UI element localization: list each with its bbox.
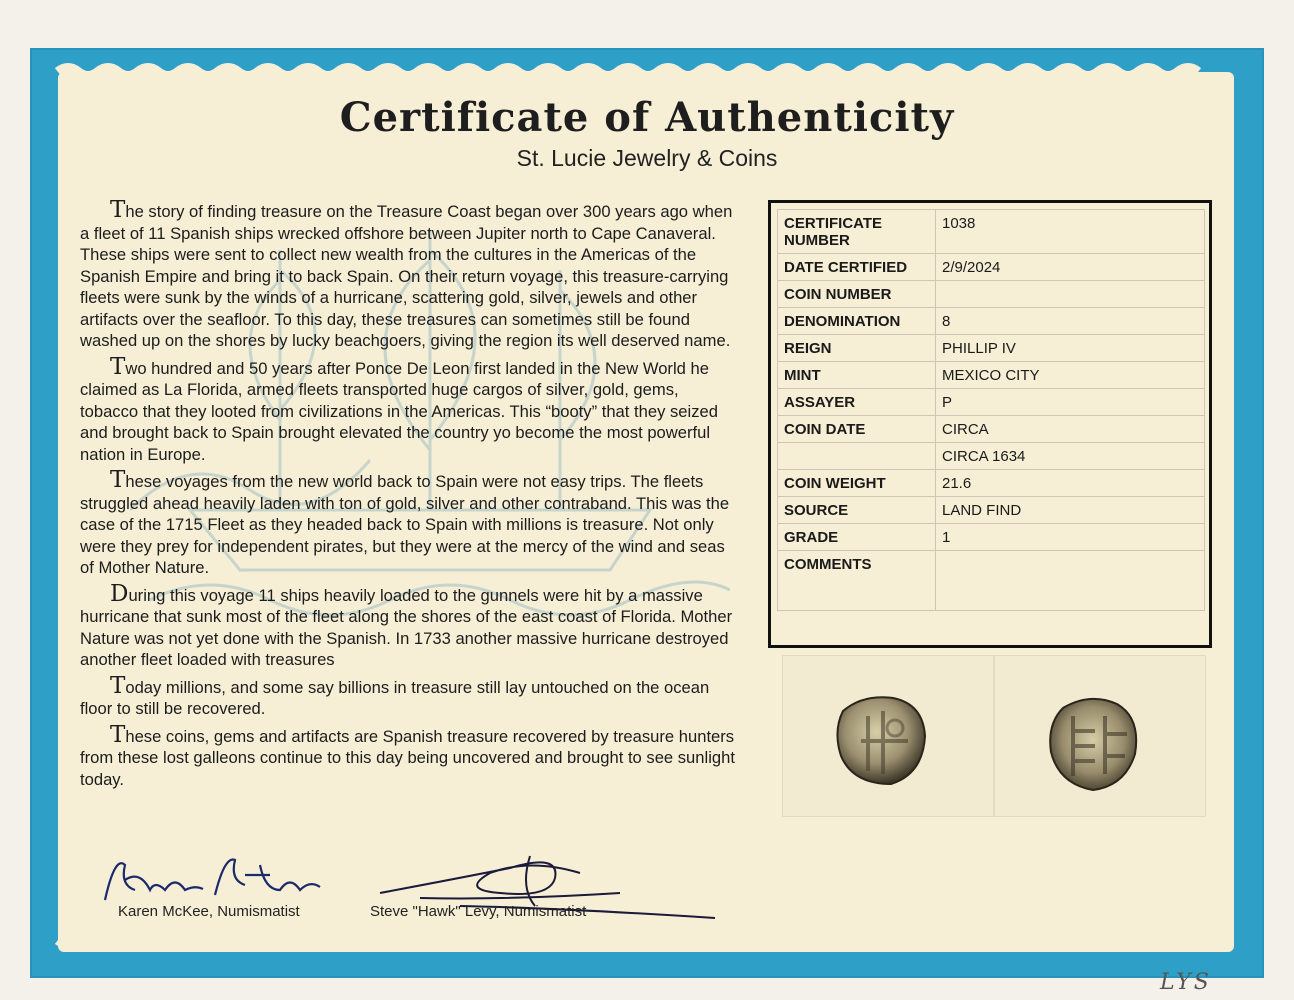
row-label [778, 443, 936, 470]
row-value: 1 [936, 524, 1205, 551]
table-row [778, 389, 1205, 416]
row-label: CERTIFICATE NUMBER [778, 210, 936, 254]
story-paragraph: These coins, gems and artifacts are Spanish treasure recovered by treasure hunters from these lost galleons continue to this day being uncovered and brought to see sunlight today. [80, 721, 735, 789]
row-value: LAND FIND [936, 497, 1205, 524]
row-label: ASSAYER [778, 389, 936, 416]
row-label: COIN WEIGHT [778, 470, 936, 497]
right-signatory-name: Steve "Hawk" Levy, Numismatist [370, 903, 587, 920]
row-label: REIGN [778, 335, 936, 362]
coin-obverse-photo [782, 655, 994, 817]
row-value: P [936, 389, 1205, 416]
company-name: St. Lucie Jewelry & Coins [516, 145, 778, 171]
left-signatory-name: Karen McKee, Numismatist [118, 903, 300, 920]
row-value: MEXICO CITY [936, 362, 1205, 389]
handwritten-initials: LYS [1160, 970, 1212, 995]
row-value [936, 281, 1205, 308]
row-value: CIRCA 1634 [936, 443, 1205, 470]
table-row [778, 524, 1205, 551]
table-row [778, 308, 1205, 335]
table-row [778, 335, 1205, 362]
row-label: COIN DATE [778, 416, 936, 443]
certificate-title: Certificate of Authenticity [339, 94, 955, 141]
table-row [778, 470, 1205, 497]
table-row [778, 281, 1205, 308]
table-row [778, 416, 1205, 443]
row-value: 21.6 [936, 470, 1205, 497]
story-paragraph: The story of finding treasure on the Treasure Coast began over 300 years ago when a fleet of 11 Spanish ships wrecked offshore between Jupiter north to Cape Canaveral. These ships were sent to collect new wealth from the cultures in the Americas of the Spanish Empire and bring it to back Spain. On their return voyage, this treasure-carrying fleets were sunk by the winds of a hurricane, scattering gold, silver, jewels and other artifacts over the seafloor. To this day, these treasures can sometimes still be found washed up on the shores by lucky beachgoers, giving the region its well deserved name. [80, 197, 733, 350]
row-value: 2/9/2024 [936, 254, 1205, 281]
table-row [778, 362, 1205, 389]
row-label: DATE CERTIFIED [778, 254, 936, 281]
story-paragraph: Today millions, and some say billions in treasure still lay untouched on the ocean floor to still be recovered. [80, 672, 710, 718]
row-value: 1038 [936, 210, 1205, 254]
row-value: PHILLIP IV [936, 335, 1205, 362]
certificate-details-table [768, 200, 1212, 648]
row-label: COMMENTS [778, 551, 936, 611]
story-paragraph: Two hundred and 50 years after Ponce De Leon first landed in the New World he claimed as La Florida, armed fleets transported huge cargos of silver, gold, gems, tobacco that they looted from civilizations in the Americas. This “booty” that they seized and brought back to Spain brought elevated the country yo become the most powerful nation in Europe. [80, 353, 718, 464]
story-paragraph: These voyages from the new world back to Spain were not easy trips. The fleets struggled ahead heavily laden with ton of gold, silver and other contraband. This was the case of the 1715 Fleet as they headed back to Spain with millions is treasure. Not only were they prey for independent pirates, but they were at the mercy of the wind and seas of Mother Nature. [80, 467, 730, 577]
row-label: SOURCE [778, 497, 936, 524]
table-row [778, 210, 1205, 254]
row-value: 8 [936, 308, 1205, 335]
table-row [778, 443, 1205, 470]
row-value: CIRCA [936, 416, 1205, 443]
row-label: GRADE [778, 524, 936, 551]
row-label: COIN NUMBER [778, 281, 936, 308]
row-label: DENOMINATION [778, 308, 936, 335]
table-row [778, 497, 1205, 524]
row-label: MINT [778, 362, 936, 389]
row-value [936, 551, 1205, 611]
coin-reverse-photo [994, 655, 1206, 817]
table-row [778, 551, 1205, 611]
story-paragraph: During this voyage 11 ships heavily loaded to the gunnels were hit by a massive hurricane that sunk most of the fleet along the shores of the east coast of Florida. Mother Nature was not yet done with the Spanish. In 1733 another massive hurricane destroyed another fleet loaded with treasures [80, 580, 733, 669]
table-row [778, 254, 1205, 281]
treasure-story [80, 197, 740, 795]
